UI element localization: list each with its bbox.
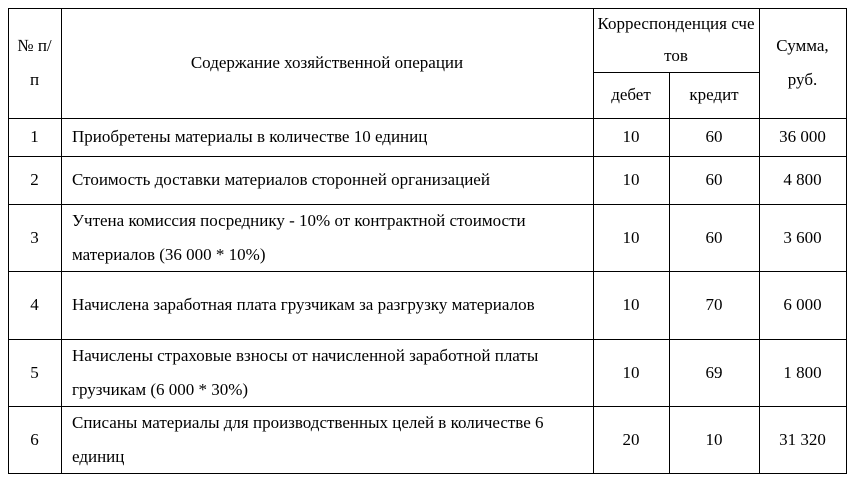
row-4-sum-text: 6 000 — [783, 295, 822, 314]
row-3-sum — [759, 204, 846, 271]
row-5-credit-text: 69 — [705, 362, 723, 382]
row-1-sum-text: 36 000 — [779, 127, 826, 146]
header-credit-text: кредит — [689, 85, 739, 104]
row-5-sum-text: 1 800 — [783, 362, 822, 382]
row-3-content — [61, 204, 593, 271]
row-6-sum-text: 31 320 — [779, 429, 826, 449]
row-4-content-text: Начислена заработная плата грузчикам за разгрузку материалов — [72, 295, 535, 314]
row-3-num-text: 3 — [30, 227, 39, 247]
row-5-credit — [669, 339, 759, 406]
row-1-sum — [759, 118, 846, 156]
header-debit — [593, 72, 669, 118]
table-border-right — [846, 8, 847, 474]
row-6-credit — [669, 406, 759, 473]
header-sum — [759, 8, 846, 118]
row-3-sum-text: 3 600 — [783, 227, 822, 247]
header-correspondence — [593, 8, 759, 72]
row-5-num-text: 5 — [30, 362, 39, 382]
row-6-sum — [759, 406, 846, 473]
row-4-sum — [759, 271, 846, 339]
row-2-content — [61, 156, 593, 204]
row-3-debit-text: 10 — [622, 227, 640, 247]
row-4-num-text: 4 — [30, 295, 39, 314]
row-5-content-text: Начислены страховые взносы от начисленной заработной платы грузчикам (6 000 * 30%) — [72, 345, 539, 399]
row-1-credit — [669, 118, 759, 156]
row-1-debit — [593, 118, 669, 156]
row-3-num — [8, 204, 61, 271]
header-sum-text: Сумма, руб. — [776, 36, 829, 89]
row-4-debit-text: 10 — [622, 295, 640, 314]
row-5-debit-text: 10 — [622, 362, 640, 382]
header-num-text: № п/п — [17, 36, 52, 89]
row-1-debit-text: 10 — [622, 127, 640, 146]
row-6-credit-text: 10 — [705, 429, 723, 449]
row-6-content — [61, 406, 593, 473]
header-content-text: Содержание хозяйственной операции — [190, 53, 464, 72]
header-debit-text: дебет — [611, 85, 651, 104]
row-6-num-text: 6 — [30, 429, 39, 449]
row-3-credit — [669, 204, 759, 271]
row-5-content — [61, 339, 593, 406]
row-2-content-text: Стоимость доставки материалов сторонней организацией — [72, 170, 490, 189]
row-2-num-text: 2 — [30, 170, 39, 189]
row-1-credit-text: 60 — [705, 127, 723, 146]
header-content — [61, 8, 593, 118]
row-1-content — [61, 118, 593, 156]
row-2-debit — [593, 156, 669, 204]
row-5-sum — [759, 339, 846, 406]
row-2-sum-text: 4 800 — [783, 170, 822, 189]
row-3-content-text: Учтена комиссия посреднику - 10% от контрактной стоимости материалов (36 000 * 10%) — [72, 210, 526, 264]
row-1-num — [8, 118, 61, 156]
row-2-num — [8, 156, 61, 204]
row-4-content — [61, 271, 593, 339]
row-1-content-text: Приобретены материалы в количестве 10 единиц — [72, 127, 428, 146]
row-6-num — [8, 406, 61, 473]
row-3-credit-text: 60 — [705, 227, 723, 247]
row-6-content-text: Списаны материалы для производственных целей в количестве 6 единиц — [72, 412, 544, 466]
row-6-debit — [593, 406, 669, 473]
row-2-credit-text: 60 — [705, 170, 723, 189]
table-border-bottom — [8, 473, 847, 474]
header-credit — [669, 72, 759, 118]
row-6-debit-text: 20 — [622, 429, 640, 449]
row-5-num — [8, 339, 61, 406]
row-5-debit — [593, 339, 669, 406]
header-num — [8, 8, 61, 118]
row-2-sum — [759, 156, 846, 204]
row-4-credit-text: 70 — [705, 295, 723, 314]
header-correspondence-text: Корреспонденция счетов — [597, 14, 755, 65]
row-2-credit — [669, 156, 759, 204]
row-1-num-text: 1 — [30, 127, 39, 146]
row-3-debit — [593, 204, 669, 271]
row-2-debit-text: 10 — [622, 170, 640, 189]
row-4-num — [8, 271, 61, 339]
row-4-credit — [669, 271, 759, 339]
row-4-debit — [593, 271, 669, 339]
